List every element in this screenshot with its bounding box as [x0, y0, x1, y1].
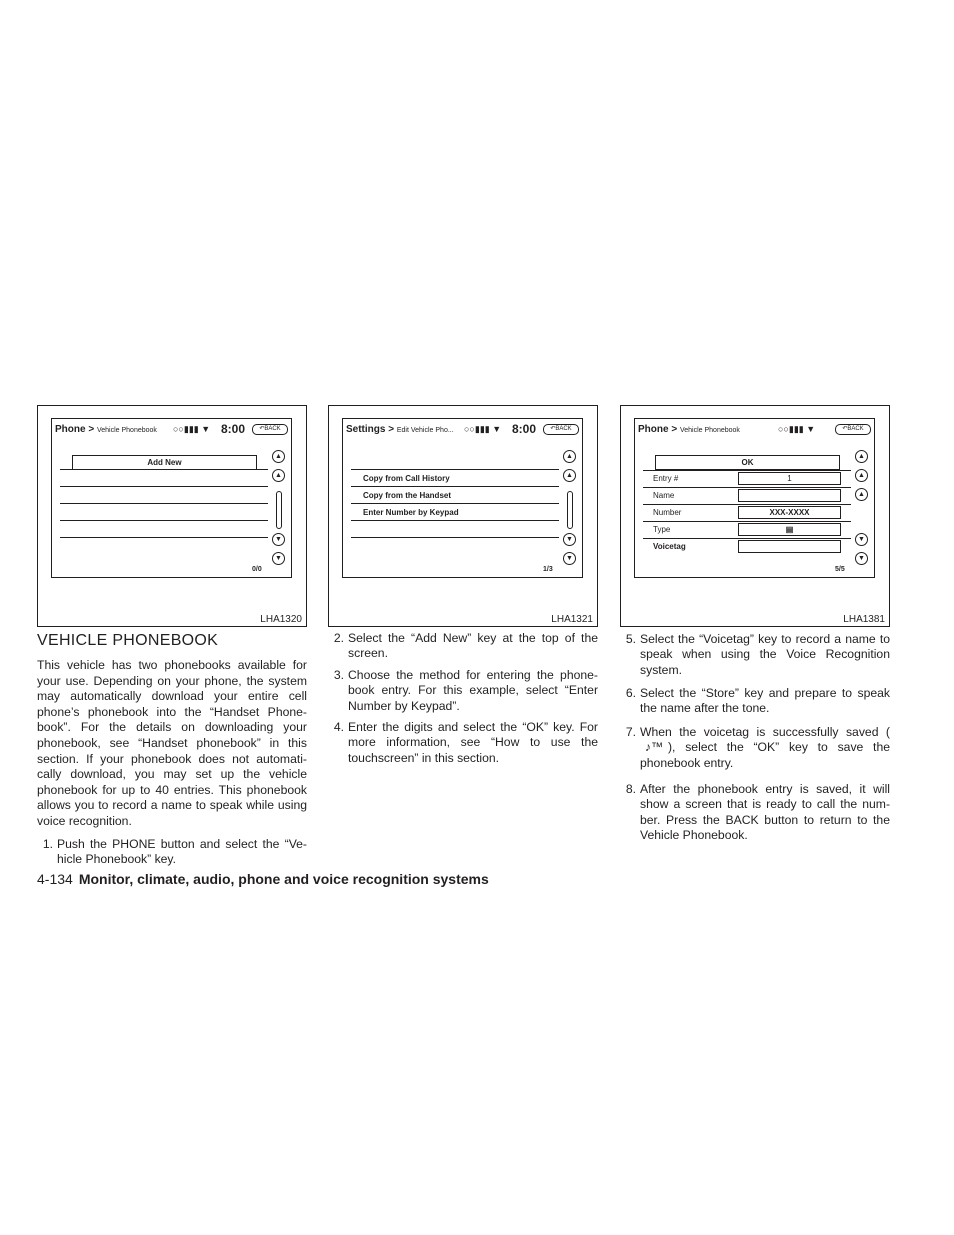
step-7: 7. When the voicetag is successfully saved (♪™ ), select the “OK” key to save the phonebook entry.	[625, 725, 890, 770]
scroll-bottom-icon[interactable]: ▼	[272, 552, 285, 565]
screen-title: Phone > Vehicle Phonebook	[55, 424, 157, 435]
figure-entry-form	[620, 405, 890, 627]
screen-title: Phone > Vehicle Phonebook	[638, 424, 740, 435]
scroll-top-icon[interactable]: ▲	[855, 450, 868, 463]
add-new-button[interactable]: Add New	[72, 455, 257, 470]
ok-button[interactable]: OK	[655, 455, 840, 470]
clock: 8:00	[512, 422, 537, 436]
field-value[interactable]	[738, 489, 841, 502]
page-indicator: 1/3	[543, 566, 553, 573]
field-type[interactable]	[643, 521, 851, 539]
field-label: Voicetag	[653, 542, 686, 551]
list-item-enter-keypad[interactable]: Enter Number by Keypad	[351, 504, 559, 521]
field-label: Type	[653, 525, 671, 534]
voicetag-saved-icon: ♪™	[644, 740, 664, 755]
list-item[interactable]	[60, 487, 268, 504]
list-item[interactable]	[351, 538, 559, 555]
scroll-top-icon[interactable]: ▲	[272, 450, 285, 463]
back-button[interactable]: ↶BACK	[835, 424, 871, 435]
list-item-copy-handset[interactable]: Copy from the Handset	[351, 487, 559, 504]
field-value[interactable]	[738, 540, 841, 553]
back-button[interactable]: ↶BACK	[543, 424, 579, 435]
scroll-down-icon[interactable]: ▼	[563, 533, 576, 546]
status-icons: ○○▮▮▮ ▼	[464, 424, 502, 434]
entry-form	[643, 453, 851, 566]
step-1: 1. Push the PHONE button and select the “Ve-hicle Phonebook” key.	[42, 837, 307, 867]
list-item[interactable]	[60, 538, 268, 555]
ok-row	[643, 453, 851, 471]
scroll-up-icon[interactable]: ▲	[855, 469, 868, 482]
clock: 8:00	[221, 422, 246, 436]
screen-header	[346, 423, 579, 437]
scroll-up-icon[interactable]: ▲	[855, 488, 868, 501]
page-indicator: 0/0	[252, 566, 262, 573]
screen-entry-form	[634, 418, 875, 578]
list-item[interactable]	[60, 470, 268, 487]
figure-code: LHA1320	[260, 614, 302, 625]
field-number[interactable]	[643, 504, 851, 522]
step-2: 2. Select the “Add New” key at the top of the screen.	[333, 631, 598, 661]
list-item[interactable]	[351, 521, 559, 538]
step-8: 8. After the phonebook entry is saved, it will show a screen that is ready to call the num-ber. Press the BACK button to return to the Vehicle Phonebook.	[625, 782, 890, 843]
screen-vehicle-phonebook	[51, 418, 292, 578]
field-name[interactable]	[643, 487, 851, 505]
back-button[interactable]: ↶BACK	[252, 424, 288, 435]
field-entry[interactable]	[643, 470, 851, 488]
scroll-up-icon[interactable]: ▲	[272, 469, 285, 482]
field-label: Name	[653, 491, 675, 500]
screen-settings	[342, 418, 583, 578]
step-6: 6. Select the “Store” key and prepare to speak the name after the tone.	[625, 686, 890, 716]
screen-header	[638, 423, 871, 437]
list	[351, 453, 559, 566]
field-value[interactable]: XXX-XXXX	[738, 506, 841, 519]
scroll-top-icon[interactable]: ▲	[563, 450, 576, 463]
scroll-down-icon[interactable]: ▼	[272, 533, 285, 546]
field-value[interactable]: 1	[738, 472, 841, 485]
scroll-up-icon[interactable]: ▲	[563, 469, 576, 482]
step-4: 4. Enter the digits and select the “OK” key. For more information, see “How to use the touchscreen” in this section.	[333, 720, 598, 765]
screen-header	[55, 423, 288, 437]
list-item-copy-call-history[interactable]: Copy from Call History	[351, 470, 559, 487]
scrollbar[interactable]	[567, 491, 573, 529]
step-3: 3. Choose the method for entering the phone-book entry. For this example, select “Enter Number by Keypad”.	[333, 668, 598, 713]
section-title: VEHICLE PHONEBOOK	[37, 632, 219, 649]
list	[60, 453, 268, 566]
list-item[interactable]	[60, 521, 268, 538]
step-5: 5. Select the “Voicetag” key to record a name to speak when using the Voice Recognition system.	[625, 632, 890, 677]
chapter-title: Monitor, climate, audio, phone and voice recognition systems	[78, 871, 489, 887]
field-label: Entry #	[653, 474, 679, 483]
figure-code: LHA1381	[843, 614, 885, 625]
field-value[interactable]	[738, 523, 841, 536]
scrollbar[interactable]	[276, 491, 282, 529]
list-item[interactable]	[60, 453, 268, 470]
list-item[interactable]	[60, 504, 268, 521]
figure-add-new	[37, 405, 307, 627]
scroll-down-icon[interactable]: ▼	[855, 533, 868, 546]
status-icons: ○○▮▮▮ ▼	[778, 424, 816, 434]
phone-type-icon: ▤	[785, 525, 794, 534]
list-item[interactable]	[351, 453, 559, 470]
page-indicator: 5/5	[835, 566, 845, 573]
field-voicetag[interactable]	[643, 538, 851, 555]
page-number: 4-134	[37, 871, 73, 887]
screen-title: Settings > Edit Vehicle Pho...	[346, 424, 454, 435]
field-label: Number	[653, 508, 682, 517]
page-footer	[37, 871, 489, 887]
status-icons: ○○▮▮▮ ▼	[173, 424, 211, 434]
scroll-bottom-icon[interactable]: ▼	[855, 552, 868, 565]
figure-method	[328, 405, 598, 627]
figure-code: LHA1321	[551, 614, 593, 625]
intro-paragraph: This vehicle has two phonebooks available for your use. Depending on your phone, the system may automatically download your entire cell phone’s phonebook into the “Handset Phone-book”. For the details on downloading your phonebook, see “Handset phonebook” in this section. If your phonebook does not automati-cally download, you may set up the vehicle phonebook for up to 40 entries. This phonebook allows you to record a name to speak while using voice recognition.	[37, 658, 307, 828]
scroll-bottom-icon[interactable]: ▼	[563, 552, 576, 565]
